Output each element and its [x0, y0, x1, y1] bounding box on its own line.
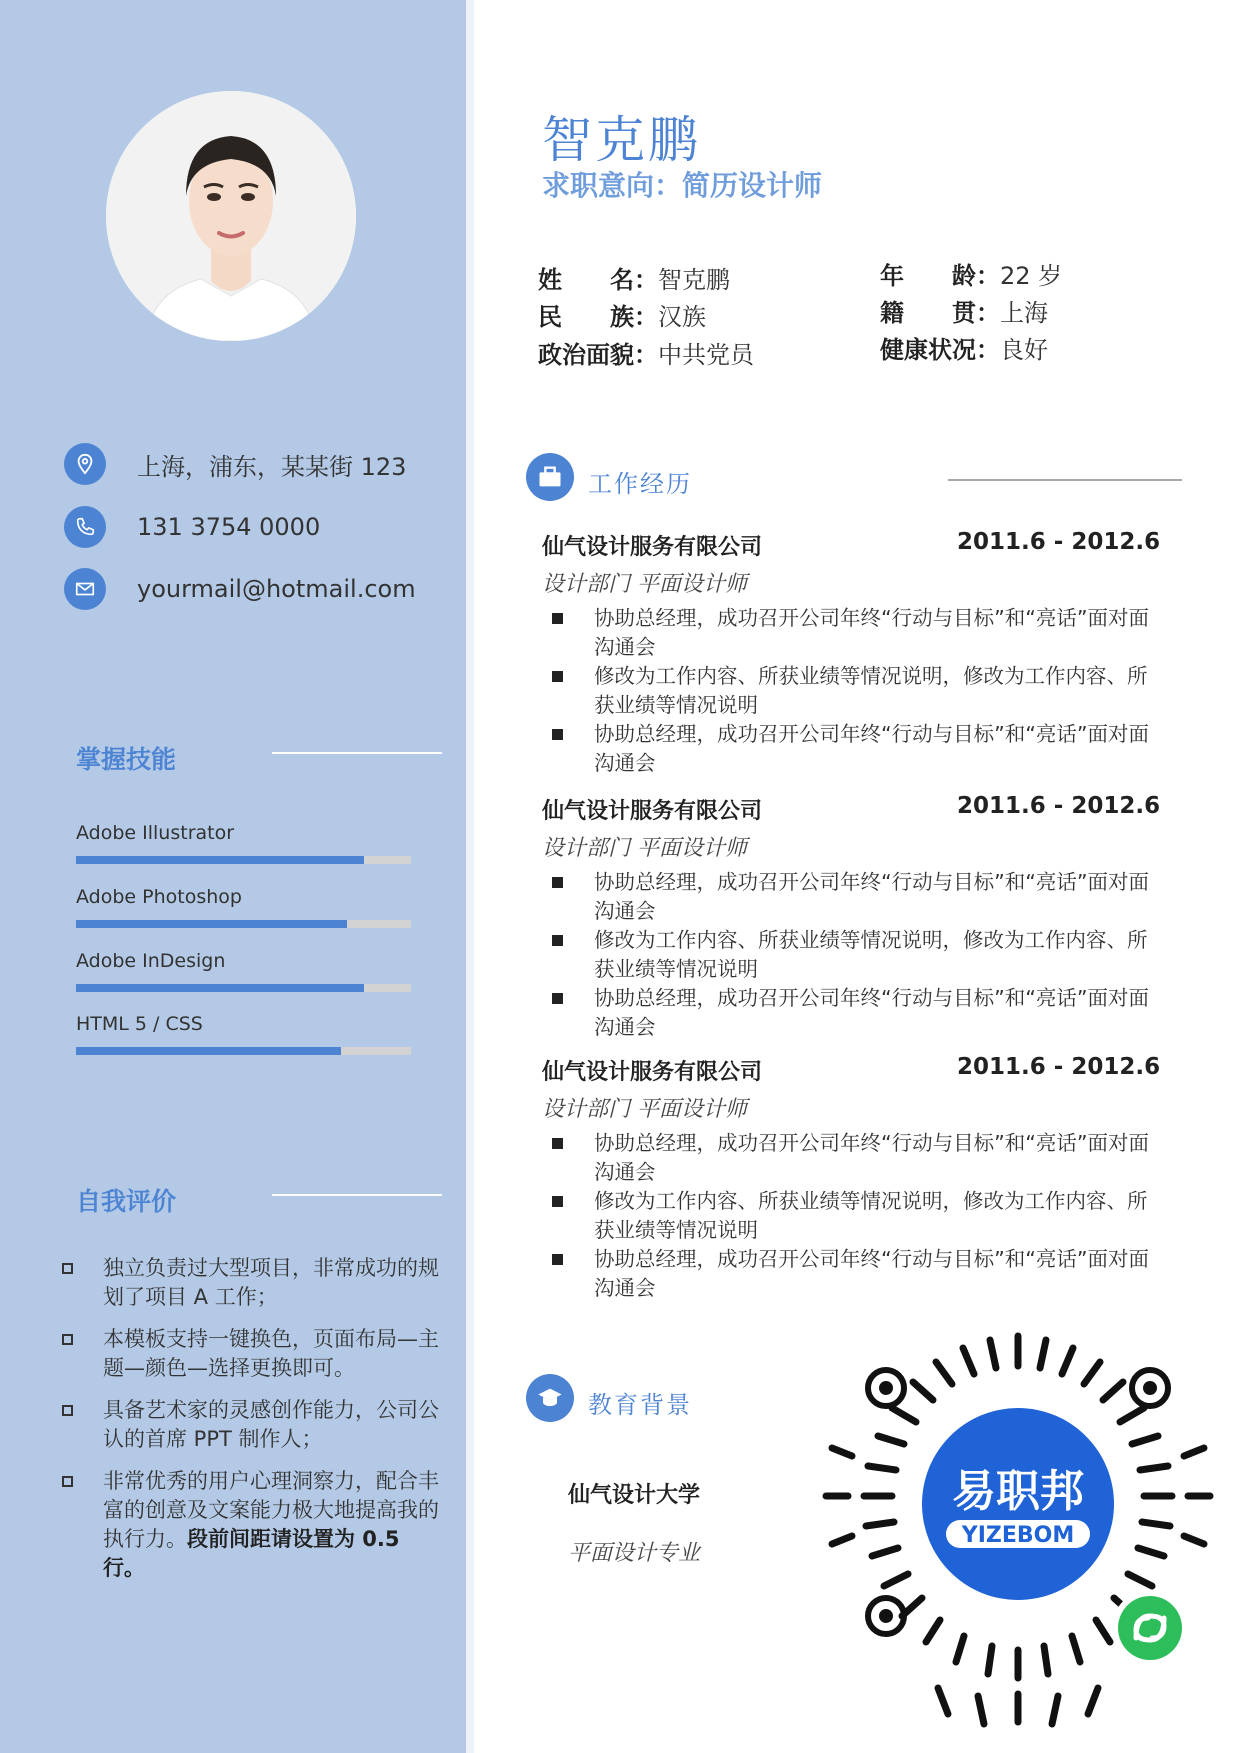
info-age — [880, 256, 1062, 291]
job-duty-text: 协助总经理，成功召开公司年终“行动与目标”和“亮话”面对面沟通会 — [594, 606, 1149, 659]
job-duty-text: 修改为工作内容、所获业绩等情况说明，修改为工作内容、所获业绩等情况说明 — [594, 664, 1148, 717]
email-link[interactable]: yourmail@hotmail.com — [137, 575, 416, 603]
info-value: 22 岁 — [1000, 262, 1063, 290]
contact-phone — [64, 505, 320, 549]
education-major: 平面设计专业 — [568, 1541, 701, 1566]
job-duty — [552, 1245, 1152, 1303]
job-date: 2011.6 - 2012.6 — [957, 793, 1161, 819]
job-role: 设计部门 平面设计师 — [542, 572, 747, 597]
qr-logo-cn: 易职邦 — [952, 1466, 1084, 1517]
self-eval-text: 具备艺术家的灵感创作能力，公司公认的首席 PPT 制作人； — [103, 1398, 439, 1451]
info-ethnicity — [538, 297, 706, 332]
skill-item — [76, 822, 411, 864]
job-company: 仙气设计服务有限公司 — [542, 535, 763, 560]
skill-item — [76, 950, 411, 992]
square-bullet-icon — [552, 671, 563, 682]
square-bullet-icon — [552, 613, 563, 624]
job-duty — [552, 926, 1152, 984]
briefcase-icon — [526, 453, 574, 501]
job-company: 仙气设计服务有限公司 — [542, 1060, 763, 1085]
job-date: 2011.6 - 2012.6 — [957, 529, 1161, 555]
job-duty — [552, 984, 1152, 1042]
self-eval-heading: 自我评价 — [76, 1187, 177, 1216]
square-bullet-icon — [62, 1476, 73, 1487]
job-role: 设计部门 平面设计师 — [542, 1097, 747, 1122]
self-eval-item — [62, 1396, 447, 1454]
square-bullet-icon — [552, 729, 563, 740]
skills-heading-rule — [272, 752, 442, 754]
graduation-cap-icon — [526, 1374, 574, 1422]
education-school: 仙气设计大学 — [568, 1483, 701, 1508]
job-duty-text: 协助总经理，成功召开公司年终“行动与目标”和“亮话”面对面沟通会 — [594, 1131, 1149, 1184]
info-value: 中共党员 — [658, 341, 754, 369]
skill-item — [76, 1013, 411, 1055]
job-duty-text: 协助总经理，成功召开公司年终“行动与目标”和“亮话”面对面沟通会 — [594, 1247, 1149, 1300]
job-intent: 求职意向：简历设计师 — [542, 169, 823, 202]
info-value: 汉族 — [658, 303, 706, 331]
qr-code-graphic — [818, 1326, 1218, 1741]
address-text: 上海，浦东，某某街 123 — [137, 452, 407, 481]
location-pin-icon — [64, 443, 106, 485]
contact-email — [64, 567, 416, 611]
job-duty-text: 协助总经理，成功召开公司年终“行动与目标”和“亮话”面对面沟通会 — [594, 870, 1149, 923]
self-eval-text: 本模板支持一键换色，页面布局—主题—颜色—选择更换即可。 — [103, 1327, 439, 1380]
mini-program-icon — [1118, 1596, 1182, 1660]
skill-progress-fill — [76, 984, 364, 992]
square-bullet-icon — [552, 1138, 563, 1149]
square-bullet-icon — [552, 1254, 563, 1265]
skill-progress-track — [76, 856, 411, 864]
self-eval-item — [62, 1254, 447, 1312]
contact-address — [64, 442, 406, 486]
square-bullet-icon — [552, 1196, 563, 1207]
skill-progress-fill — [76, 856, 364, 864]
education-heading: 教育背景 — [588, 1391, 692, 1419]
skill-progress-fill — [76, 1047, 341, 1055]
qr-logo-en: YIZEBOM — [961, 1523, 1075, 1548]
job-company: 仙气设计服务有限公司 — [542, 799, 763, 824]
skill-item — [76, 886, 411, 928]
info-label: 政治面貌： — [538, 341, 658, 369]
self-eval-text — [103, 1467, 447, 1583]
phone-icon — [64, 506, 106, 548]
job-duty-text: 协助总经理，成功召开公司年终“行动与目标”和“亮话”面对面沟通会 — [594, 722, 1149, 775]
avatar — [106, 91, 356, 341]
job-duty — [552, 720, 1152, 778]
info-name — [538, 260, 730, 295]
job-duty-text: 修改为工作内容、所获业绩等情况说明，修改为工作内容、所获业绩等情况说明 — [594, 928, 1148, 981]
job-duty — [552, 1129, 1152, 1187]
self-eval-text: 独立负责过大型项目，非常成功的规划了项目 A 工作； — [103, 1256, 439, 1309]
info-label: 年 龄： — [880, 262, 1000, 290]
square-bullet-icon — [62, 1263, 73, 1274]
skill-progress-track — [76, 920, 411, 928]
skill-name: Adobe Illustrator — [76, 822, 235, 844]
info-label: 籍 贯： — [880, 299, 1000, 327]
self-eval-item — [62, 1467, 447, 1583]
info-value: 良好 — [1000, 336, 1048, 364]
info-value: 上海 — [1000, 299, 1048, 327]
work-heading-rule — [948, 479, 1182, 481]
phone-text: 131 3754 0000 — [137, 513, 321, 541]
info-politics — [538, 335, 754, 370]
job-date: 2011.6 - 2012.6 — [957, 1054, 1161, 1080]
square-bullet-icon — [62, 1334, 73, 1345]
skill-name: Adobe InDesign — [76, 950, 226, 972]
job-duty — [552, 868, 1152, 926]
skill-progress-track — [76, 1047, 411, 1055]
self-eval-text-bold: 段前间距请设置为 0.5 行。 — [103, 1527, 400, 1580]
job-duty — [552, 662, 1152, 720]
mail-icon — [64, 568, 106, 610]
self-eval-item — [62, 1325, 447, 1383]
portrait-photo — [106, 91, 356, 341]
job-duty-text: 协助总经理，成功召开公司年终“行动与目标”和“亮话”面对面沟通会 — [594, 986, 1149, 1039]
skills-heading: 掌握技能 — [76, 745, 177, 774]
self-eval-text-plain: 非常优秀的用户心理洞察力，配合丰富的创意及文案能力极大地提高我的执行力。 — [103, 1469, 439, 1551]
square-bullet-icon — [552, 877, 563, 888]
skill-name: Adobe Photoshop — [76, 886, 242, 908]
info-health — [880, 330, 1048, 365]
job-duty-text: 修改为工作内容、所获业绩等情况说明，修改为工作内容、所获业绩等情况说明 — [594, 1189, 1148, 1242]
info-label: 健康状况： — [880, 336, 1000, 364]
sidebar-divider — [466, 0, 474, 1753]
self-eval-heading-rule — [272, 1194, 442, 1196]
candidate-name: 智克鹏 — [542, 111, 701, 169]
info-value: 智克鹏 — [658, 266, 730, 294]
square-bullet-icon — [552, 993, 563, 1004]
skill-name: HTML 5 / CSS — [76, 1013, 203, 1035]
square-bullet-icon — [552, 935, 563, 946]
square-bullet-icon — [62, 1405, 73, 1416]
job-duty — [552, 1187, 1152, 1245]
info-label: 姓 名： — [538, 266, 658, 294]
info-hometown — [880, 293, 1048, 328]
skill-progress-fill — [76, 920, 347, 928]
job-role: 设计部门 平面设计师 — [542, 836, 747, 861]
job-duty — [552, 604, 1152, 662]
info-label: 民 族： — [538, 303, 658, 331]
skill-progress-track — [76, 984, 411, 992]
qr-code[interactable] — [818, 1326, 1218, 1741]
work-heading: 工作经历 — [588, 470, 692, 498]
